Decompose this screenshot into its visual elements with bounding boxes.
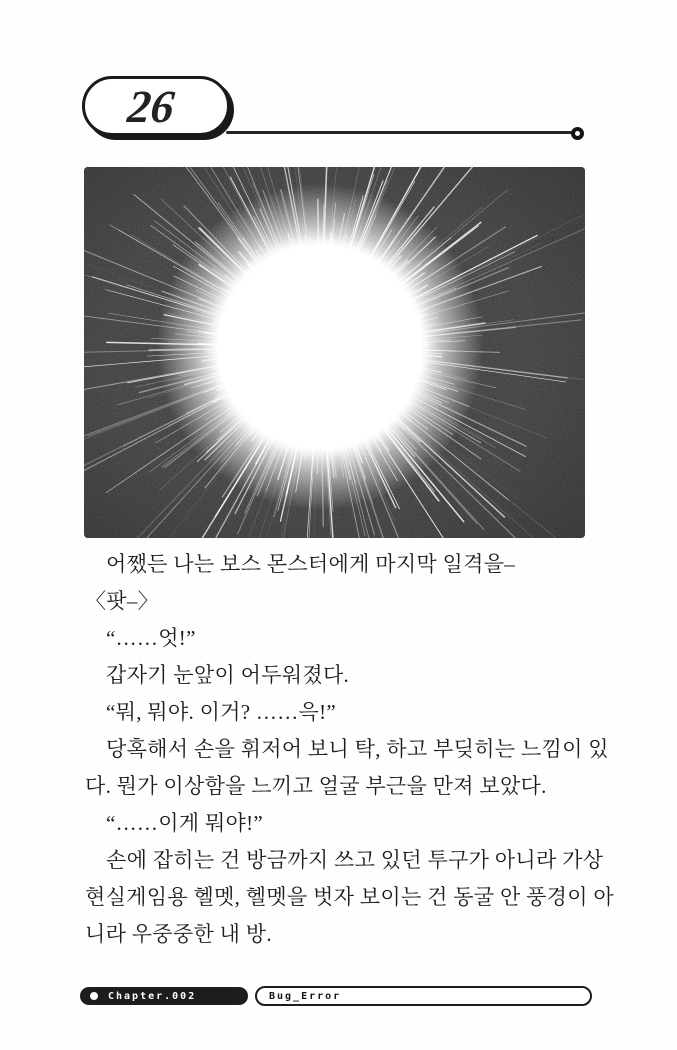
page-number: 26 xyxy=(125,80,177,132)
section-title-badge xyxy=(255,986,592,1006)
body-text xyxy=(85,546,645,953)
text-line: 당혹해서 손을 휘저어 보니 탁, 하고 부딪히는 느낌이 있 xyxy=(106,737,609,761)
chapter-label: Chapter.002 xyxy=(108,990,197,1002)
text-line: “……이게 뭐야!” xyxy=(106,811,264,835)
header-rule-end-circle-icon xyxy=(571,127,584,140)
scene-illustration xyxy=(84,167,585,538)
text-line: 니라 우중중한 내 방. xyxy=(85,922,272,946)
chapter-badge xyxy=(80,987,248,1005)
text-line: “……엇!” xyxy=(106,626,196,650)
page-number-badge xyxy=(82,76,230,136)
text-line: 다. 뭔가 이상함을 느끼고 얼굴 부근을 만져 보았다. xyxy=(85,774,547,798)
header-rule-line xyxy=(226,131,577,134)
text-line: 갑자기 눈앞이 어두워졌다. xyxy=(106,663,350,687)
text-line: 어쨌든 나는 보스 몬스터에게 마지막 일격을– xyxy=(106,552,516,576)
text-line: 〈팟–〉 xyxy=(85,589,159,613)
bullet-dot-icon xyxy=(90,992,98,1000)
text-line: 현실게임용 헬멧, 헬멧을 벗자 보이는 건 동굴 안 풍경이 아 xyxy=(85,885,614,909)
light-burst-graphic xyxy=(84,167,585,538)
text-line: “뭐, 뭐야. 이거? ……윽!” xyxy=(106,700,337,724)
section-title-label: Bug_Error xyxy=(269,990,342,1002)
text-line: 손에 잡히는 건 방금까지 쓰고 있던 투구가 아니라 가상 xyxy=(106,848,604,872)
